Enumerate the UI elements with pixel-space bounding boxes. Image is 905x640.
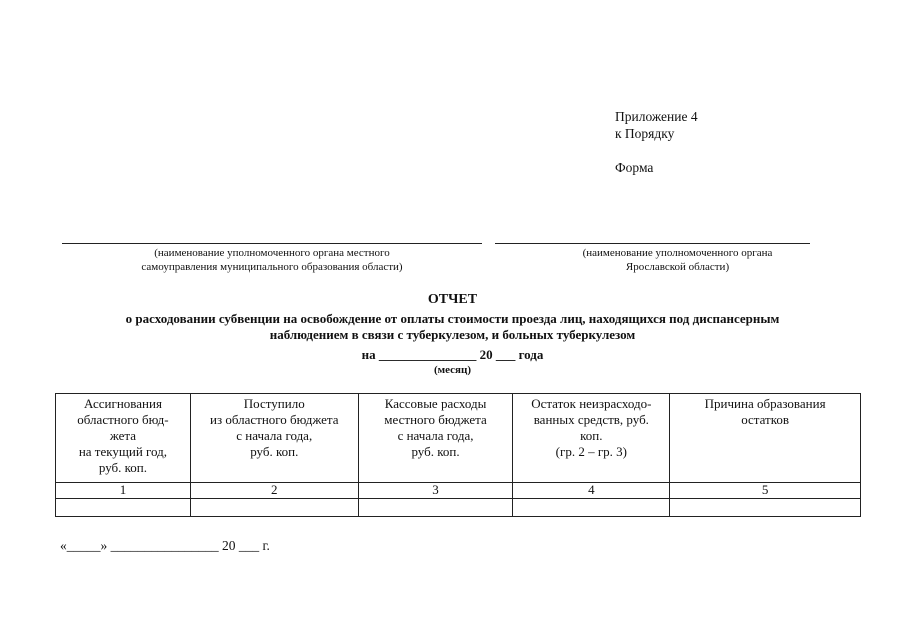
report-table	[55, 393, 861, 517]
table-number-row	[56, 483, 861, 499]
table-cell	[190, 499, 358, 517]
form-label: Форма	[615, 160, 654, 175]
appendix-block	[615, 108, 698, 142]
appendix-reference: к Порядку	[615, 126, 675, 141]
column-number: 3	[358, 483, 513, 499]
header-cash-expenses: Кассовые расходы местного бюджета с начала года, руб. коп.	[358, 394, 513, 483]
appendix-number: Приложение 4	[615, 109, 698, 124]
report-subtitle	[40, 311, 865, 343]
table-cell	[513, 499, 670, 517]
right-caption-line-1: (наименование уполномоченного органа	[582, 247, 773, 259]
column-number: 4	[513, 483, 670, 499]
report-period: на _______________ 20 ___ года	[361, 347, 544, 362]
right-signature-caption	[520, 246, 835, 274]
column-number: 1	[56, 483, 191, 499]
table-header-row	[56, 394, 861, 483]
month-note: (месяц)	[433, 364, 471, 376]
report-title: ОТЧЕТ	[427, 292, 478, 307]
column-number: 5	[670, 483, 861, 499]
table-row	[56, 499, 861, 517]
column-number: 2	[190, 483, 358, 499]
date-line: «_____» ________________ 20 ___ г.	[60, 538, 270, 553]
left-signature-line	[62, 243, 482, 244]
header-balance-reason: Причина образования остатков	[670, 394, 861, 483]
table-cell	[358, 499, 513, 517]
table-cell	[56, 499, 191, 517]
left-caption-line-1: (наименование уполномоченного органа местного	[154, 247, 390, 259]
left-signature-caption	[62, 246, 482, 274]
header-received: Поступило из областного бюджета с начала года, руб. коп.	[190, 394, 358, 483]
right-caption-line-2: Ярославской области)	[625, 261, 730, 273]
report-subtitle-line-2: наблюдением в связи с туберкулезом, и больных туберкулезом	[269, 327, 636, 342]
header-allocations: Ассигнования областного бюд- жета на текущий год, руб. коп.	[56, 394, 191, 483]
right-signature-line	[495, 243, 810, 244]
report-subtitle-line-1: о расходовании субвенции на освобождение от оплаты стоимости проезда лиц, находящихся под диспансерным	[125, 311, 780, 326]
header-unspent-balance: Остаток неизрасходо- ванных средств, руб. коп. (гр. 2 – гр. 3)	[513, 394, 670, 483]
left-caption-line-2: самоуправления муниципального образования области)	[141, 261, 403, 273]
table-cell	[670, 499, 861, 517]
